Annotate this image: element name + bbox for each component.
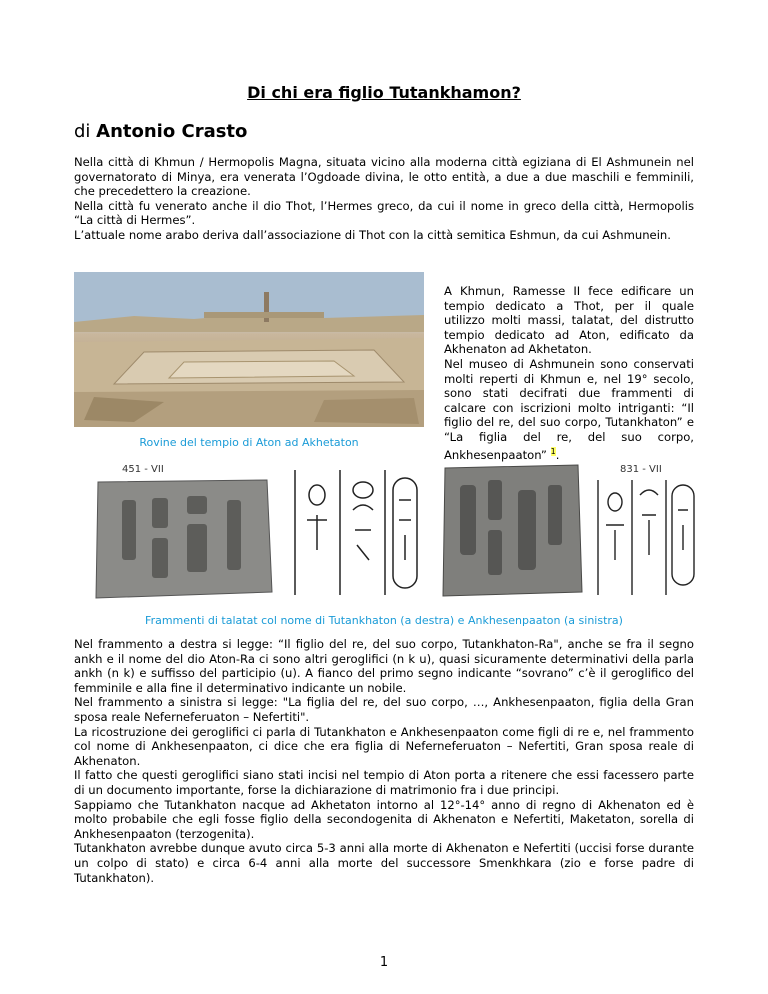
- byline: [74, 121, 247, 142]
- byline-prefix: di: [74, 121, 97, 142]
- footnote-ref[interactable]: 1: [550, 446, 556, 456]
- intro-paragraph: L’attuale nome arabo deriva dall’associazione di Thot con la città semitica Eshmun, da cui Ashmunein.: [74, 227, 671, 242]
- body-paragraph: La ricostruzione dei geroglifici ci parla di Tutankhaton e Ankhesenpaaton come figli di re e, nel frammento col nome di Ankhesenpaaton, ci dice che era figlia di Neferneferuaton – Nefertiti, Gran sposa reale di Akhenaton.: [74, 724, 694, 768]
- page-number: 1: [379, 955, 389, 970]
- intro-text: [74, 155, 694, 243]
- photo-caption: Rovine del tempio di Aton ad Akhetaton: [139, 436, 359, 449]
- fragment-photo-right: [440, 460, 585, 600]
- side-paragraph-text: Nel museo di Ashmunein sono conservati molti reperti di Khmun e, nel 19° secolo, sono stati decifrati due frammenti di calcare con iscrizioni molto intriganti: “Il figlio del re, del suo corpo, Tutankhaton” e “La figlia del re, del suo corpo, Ankhesenpaaton”: [444, 356, 694, 462]
- fragment-photo-left: [92, 460, 277, 600]
- document-title: Di chi era figlio Tutankhamon?: [247, 83, 521, 102]
- fragment-label-left: 451 - VII: [122, 464, 164, 475]
- body-paragraph: Il fatto che questi geroglifici siano stati incisi nel tempio di Aton porta a ritenere che essi facessero parte di un documento importante, forse la dichiarazione di matrimonio fra i due principi.: [74, 768, 694, 797]
- fragments-caption: Frammenti di talatat col nome di Tutankhaton (a destra) e Ankhesenpaaton (a sinistra): [145, 614, 623, 627]
- body-text: [74, 637, 694, 885]
- fragment-drawing-right: [592, 460, 702, 600]
- body-paragraph: Nel frammento a sinistra si legge: "La figlia del re, del suo corpo, …, Ankhesenpaaton, figlia della Gran sposa reale Neferneferuaton – Nefertiti".: [74, 695, 694, 724]
- fragment-drawing-left: [285, 460, 425, 600]
- author-name: Antonio Crasto: [96, 121, 248, 142]
- fragment-label-right: 831 - VII: [620, 464, 662, 475]
- side-paragraph: Nel museo di Ashmunein sono conservati molti reperti di Khmun e, nel 19° secolo, sono stati decifrati due frammenti di calcare con iscrizioni molto intriganti: “Il figlio del re, del suo corpo, Tutankhaton” e “La figlia del re, del suo corpo, Ankhesenpaaton” $^1$.: [444, 356, 694, 462]
- side-paragraph: A Khmun, Ramesse II fece edificare un tempio dedicato a Thot, per il quale utilizzo molti massi, talatat, del distrutto tempio dedicato ad Aton, edificato da Akhenaton ad Akhetaton.: [444, 284, 694, 357]
- intro-paragraph: Nella città fu venerato anche il dio Thot, l’Hermes greco, da cui il nome in greco della città, Hermopolis “La città di Hermes”.: [74, 198, 694, 228]
- body-paragraph: Nel frammento a destra si legge: “Il figlio del re, del suo corpo, Tutankhaton-Ra", anche se fra il segno ankh e il nome del dio Aton-Ra ci sono altri geroglifici (n k u), quasi sicuramente determinativi della parla ankh (n k) e suffisso del participio (u). A fianco del primo segno indicante “sovrano” c’è il geroglifico del femminile e alla fine il determinativo indicante un nobile.: [74, 637, 694, 695]
- body-paragraph: Sappiamo che Tutankhaton nacque ad Akhetaton intorno al 12°-14° anno di regno di Akhenaton ed è molto probabile che egli fosse figlio della secondogenita di Akhenaton e Nefertiti, Maketaton, sorella di Ankhesenpaaton (terzogenita).: [74, 797, 694, 841]
- temple-ruins-photo: [74, 272, 424, 427]
- intro-paragraph: Nella città di Khmun / Hermopolis Magna, situata vicino alla moderna città egiziana di El Ashmunein nel governatorato di Minya, era venerata l’Ogdoade divina, le otto entità, a due a due maschili e femminili, che precedettero la creazione.: [74, 155, 694, 199]
- body-paragraph: Tutankhaton avrebbe dunque avuto circa 5-3 anni alla morte di Akhenaton e Nefertiti (uccisi forse durante un colpo di stato) e circa 6-4 anni alla morte del successore Smenkhkara (zio e forse padre di Tutankhaton).: [74, 841, 694, 885]
- side-text: [444, 284, 694, 462]
